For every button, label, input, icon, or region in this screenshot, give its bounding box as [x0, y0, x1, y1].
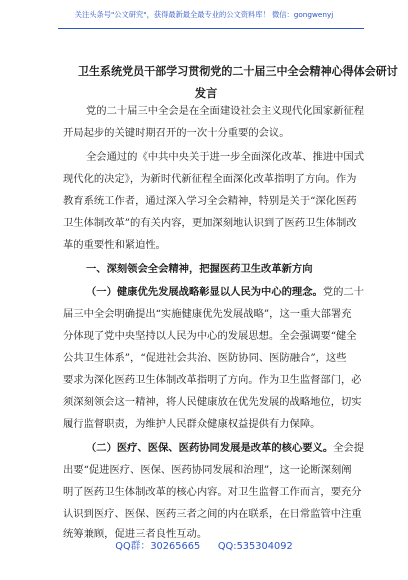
- header-divider: [58, 28, 364, 29]
- paragraph-line: 革的重要性和紧迫性。: [63, 239, 166, 251]
- document-title-line-1: 卫生系统党员干部学习贯彻党的二十届三中全会精神心得体会研讨: [78, 64, 398, 78]
- paragraph-line-tail: 全会提: [333, 442, 365, 454]
- footer-qq: QQ:535304092: [217, 541, 293, 552]
- paragraph-line: 认识到医疗、医保、医药三者之间的内在联系，在日常监管中注重: [63, 508, 362, 520]
- paragraph-line: [86, 441, 364, 455]
- paragraph-line: 教育系统工作者，通过深入学习全会精神，特别是关于“深化医药: [63, 195, 357, 207]
- footer-contact: [4, 537, 404, 552]
- paragraph-line: 届三中全会明确提出“实施健康优先发展战略”，这一重大部署充: [63, 308, 352, 320]
- paragraph-line: 出要“促进医疗、医保、医药协同发展和治理”，这一论断深刻阐: [63, 464, 352, 476]
- subheading-2: （二）医疗、医保、医药协同发展是改革的核心要义。: [86, 442, 334, 454]
- paragraph-line: 统筹兼顾，促进三者良性互动。: [63, 528, 208, 540]
- document-title-line-2: 发言: [194, 86, 218, 100]
- footer-qq-group: QQ群：30265665: [115, 541, 201, 552]
- paragraph-line: 履行监督职责，为维护人民群众健康权益提供有力保障。: [63, 418, 321, 430]
- paragraph-line-tail: 党的二十: [322, 286, 365, 298]
- paragraph-line: 分体现了党中央坚持以人民为中心的发展思想。全会强调要“健全: [63, 330, 357, 342]
- paragraph-line: 现代化的决定》，为新时代新征程全面深化改革指明了方向。作为: [63, 173, 357, 185]
- paragraph-line: 全会通过的《中共中央关于进一步全面深化改革、推进中国式: [86, 151, 365, 163]
- paragraph-line: 开局起步的关键时期召开的一次十分重要的会议。: [63, 127, 290, 139]
- paragraph-line: 党的二十届三中全会是在全面建设社会主义现代化国家新征程: [86, 105, 365, 117]
- header-banner: 关注头条号"公文研究"，获得最新最全最专业的公文资料库！ 微信：gongwenyj: [74, 10, 334, 19]
- paragraph-line: [86, 285, 364, 299]
- subheading-1: （一）健康优先发展战略彰显以人民为中心的理念。: [86, 286, 323, 298]
- paragraph-line: 须深刻领会这一精神，将人民健康放在优先发展的战略地位，切实: [63, 396, 362, 408]
- paragraph-line: 卫生体制改革”的有关内容，更加深刻地认识到了医药卫生体制改: [63, 217, 357, 229]
- paragraph-line: 公共卫生体系”，“促进社会共治、医防协同、医防融合”，这些: [63, 352, 347, 364]
- section-heading: 一、深刻领会全会精神，把握医药卫生改革新方向: [86, 263, 313, 275]
- paragraph-line: 要求为深化医药卫生体制改革指明了方向。作为卫生监督部门，必: [63, 374, 362, 386]
- paragraph-line: 明了医药卫生体制改革的核心内容。对卫生监督工作而言，要充分: [63, 486, 362, 498]
